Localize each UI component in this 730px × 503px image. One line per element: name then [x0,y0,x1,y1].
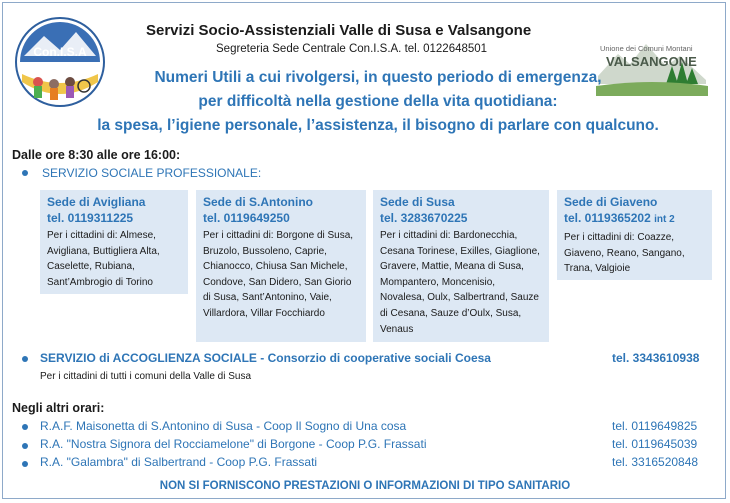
footer-disclaimer: NON SI FORNISCONO PRESTAZIONI O INFORMAZIONI DI TIPO SANITARIO [159,480,571,492]
professional-service-label: SERVIZIO SOCIALE PROFESSIONALE: [42,166,262,180]
office-phone[interactable]: tel. 0119649250 [203,211,290,225]
office-name: Sede di S.Antonino [203,195,313,209]
office-cities: Per i cittadini di: Borgone di Susa, Bruzolo, Bussoleno, Caprie, Chianocco, Chiusa San Michele, Condove, San Didero, San Giorio di Susa, Sant’Antonino, Vaie, Villardora, Villar Focchiardo [203,230,354,319]
bullet-icon [22,461,28,467]
social-reception-note: Per i cittadini di tutti i comuni della Valle di Susa [40,371,252,382]
office-cities: Per i cittadini di: Almese, Avigliana, Buttigliera Alta, Caselette, Rubiana, Sant’Ambrogio di Torino [47,230,160,288]
svg-text:VALSANGONE: VALSANGONE [606,54,697,69]
office-phone[interactable] [564,210,705,228]
office-card-susa [373,190,549,342]
social-reception-phone[interactable]: tel. 3343610938 [612,351,700,365]
residence-phone[interactable]: tel. 3316520848 [612,455,699,469]
office-name: Sede di Avigliana [47,195,146,209]
residence-phone[interactable]: tel. 0119649825 [612,419,698,433]
svg-text:Con.I.S.A: Con.I.S.A [33,45,87,59]
page-subtitle: Segreteria Sede Centrale Con.I.S.A. tel. 0122648501 [216,43,488,55]
social-reception-label: SERVIZIO di ACCOGLIENZA SOCIALE - Consorzio di cooperative sociali Coesa [40,351,491,365]
residence-item: R.A. "Nostra Signora del Rocciamelone" di Borgone - Coop P.G. Frassati [40,437,427,451]
office-cities: Per i cittadini di: Bardonecchia, Cesana Torinese, Exilles, Giaglione, Gravere, Mattie, Meana di Susa, Mompantero, Moncenisio, Novalesa, Oulx, Salbertrand, Sauze di Cesana, Sauze d’Oulx, Susa, Venaus [380,230,540,335]
bullet-icon [22,170,28,176]
bullet-icon [22,424,28,430]
office-card-santonino [196,190,366,342]
office-name: Sede di Giaveno [564,195,658,209]
page-title: Servizi Socio-Assistenziali Valle di Susa e Valsangone [146,22,532,39]
hours-label: Dalle ore 8:30 alle ore 16:00: [12,148,181,162]
valsangone-logo [596,36,708,100]
office-phone-number[interactable]: tel. 0119365202 [564,211,651,225]
other-hours-label: Negli altri orari: [12,401,105,415]
office-name: Sede di Susa [380,195,455,209]
residence-item: R.A.F. Maisonetta di S.Antonino di Susa - Coop Il Sogno di Una cosa [40,419,407,433]
bullet-icon [22,356,28,362]
residence-phone[interactable]: tel. 0119645039 [612,437,698,451]
residence-item: R.A. "Galambra" di Salbertrand - Coop P.G. Frassati [40,455,318,469]
office-card-avigliana [40,190,188,294]
svg-text:Valle di Susa: Valle di Susa [33,61,87,71]
headline-line-2: per difficoltà nella gestione della vita quotidiana: [198,93,558,110]
headline-line-1: Numeri Utili a cui rivolgersi, in questo periodo di emergenza, [154,69,602,86]
office-phone[interactable]: tel. 0119311225 [47,211,134,225]
office-cities: Per i cittadini di: Coazze, Giaveno, Reano, Sangano, Trana, Valgioie [564,232,685,275]
office-phone-extension: int 2 [654,214,675,225]
headline-line-3: la spesa, l’igiene personale, l’assistenza, il bisogno di parlare con qualcuno. [97,117,659,134]
svg-text:Unione dei Comuni Montani: Unione dei Comuni Montani [600,44,693,53]
bullet-icon [22,443,28,449]
office-card-giaveno [557,190,712,280]
office-phone[interactable]: tel. 3283670225 [380,211,468,225]
